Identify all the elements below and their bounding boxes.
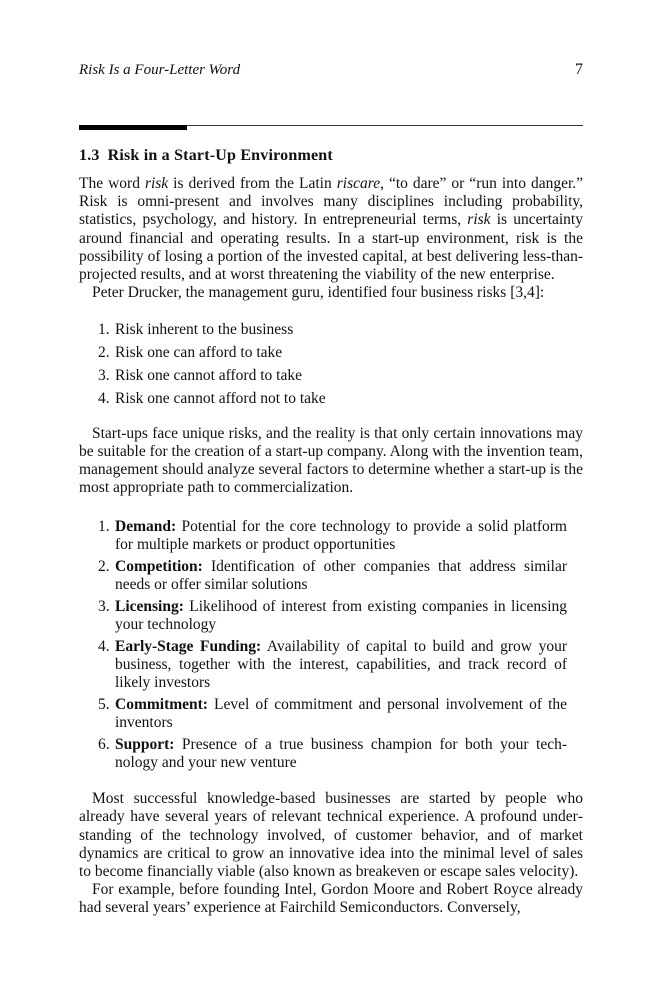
- list-term: Commitment:: [115, 695, 208, 713]
- list-number: 4.: [98, 389, 110, 407]
- list-number: 3.: [98, 366, 110, 384]
- text-run: The word: [79, 175, 145, 192]
- drucker-risk-list: [79, 321, 583, 407]
- section-rule-accent: [79, 125, 187, 130]
- list-item: [79, 390, 583, 408]
- list-term: Licensing:: [115, 597, 184, 615]
- section-title: Risk in a Start-Up Environment: [107, 147, 333, 164]
- list-text: Identification of other companies that address similar needs or offer similar solutions: [115, 557, 567, 593]
- paragraph-experience: Most successful knowledge-based businesses are started by people who already have several years of relevant technical experience. A profound understanding of the technology involved, of customer behavior, and of market dynamics are critical to grow an innovative idea into the minimal level of sales to become financially viable (also known as breakeven or escape sales velocity).: [79, 790, 583, 880]
- text-run: is derived from the Latin: [168, 175, 337, 192]
- list-number: 6.: [98, 735, 110, 753]
- list-number: 1.: [98, 321, 110, 339]
- list-item: [79, 598, 567, 634]
- startup-factor-list: [79, 518, 583, 773]
- text-run: is uncertainty around financial and operating results. In a start-up environment, risk is the possibility of losing a portion of the invested capital, at best delivering less-than-projected results, and at worst threatening the viability of the new enterprise.: [79, 211, 583, 284]
- list-text: Risk one can afford to take: [115, 344, 283, 362]
- list-item: [79, 736, 567, 772]
- list-number: 3.: [98, 597, 110, 615]
- section-number: 1.3: [79, 147, 100, 164]
- text-run: , “to dare” or “run into danger.” Risk is omni-present and involves many disciplines including probability, statistics, psychology, and history. In entrepreneurial terms,: [79, 175, 584, 229]
- list-term: Early-Stage Funding:: [115, 637, 262, 655]
- list-item: [79, 367, 583, 385]
- italic-term: riscare: [336, 175, 381, 192]
- italic-term: risk: [467, 211, 491, 229]
- list-text: Risk inherent to the business: [115, 321, 294, 339]
- list-term: Support:: [115, 735, 175, 753]
- list-text: Potential for the core technology to provide a solid platform for multiple markets or product opportunities: [115, 517, 567, 553]
- paragraph-startup-risks: Start-ups face unique risks, and the reality is that only certain innovations may be suitable for the creation of a start-up company. Along with the invention team, management should analyze several factors to determine whether a start-up is the most appropriate path to commercialization.: [79, 424, 583, 497]
- list-text: Likelihood of interest from existing companies in licensing your technology: [115, 597, 567, 633]
- list-text: Risk one cannot afford to take: [115, 366, 302, 384]
- list-item: [79, 638, 567, 693]
- list-item: [79, 696, 567, 732]
- list-number: 5.: [98, 695, 110, 713]
- list-text: Availability of capital to build and grow your business, together with the interest, capabilities, and track record of likely investors: [115, 637, 568, 691]
- body-text: [79, 175, 583, 918]
- list-item: [79, 558, 567, 594]
- list-text: Level of commitment and personal involvement of the inventors: [115, 695, 567, 731]
- paragraph-drucker: Peter Drucker, the management guru, identified four business risks [3,4]:: [92, 284, 545, 302]
- page-number: 7: [575, 61, 583, 78]
- section-heading: [79, 146, 333, 166]
- list-item: [79, 518, 567, 554]
- italic-term: risk: [144, 175, 169, 192]
- list-text: Risk one cannot afford not to take: [115, 389, 326, 407]
- list-item: [79, 321, 583, 339]
- list-item: [79, 344, 583, 362]
- list-number: 2.: [98, 344, 110, 362]
- paragraph-example: For example, before founding Intel, Gordon Moore and Robert Royce already had several years’ experience at Fairchild Semiconductors. Conversely,: [79, 881, 583, 917]
- list-term: Demand:: [115, 517, 177, 535]
- paragraph-risk-definition: [79, 175, 583, 284]
- list-number: 2.: [98, 557, 110, 575]
- running-title: Risk Is a Four-Letter Word: [79, 62, 241, 78]
- list-number: 1.: [98, 517, 110, 535]
- list-term: Competition:: [115, 557, 203, 575]
- list-number: 4.: [98, 637, 110, 655]
- list-text: Presence of a true business champion for both your technology and your new venture: [115, 735, 567, 771]
